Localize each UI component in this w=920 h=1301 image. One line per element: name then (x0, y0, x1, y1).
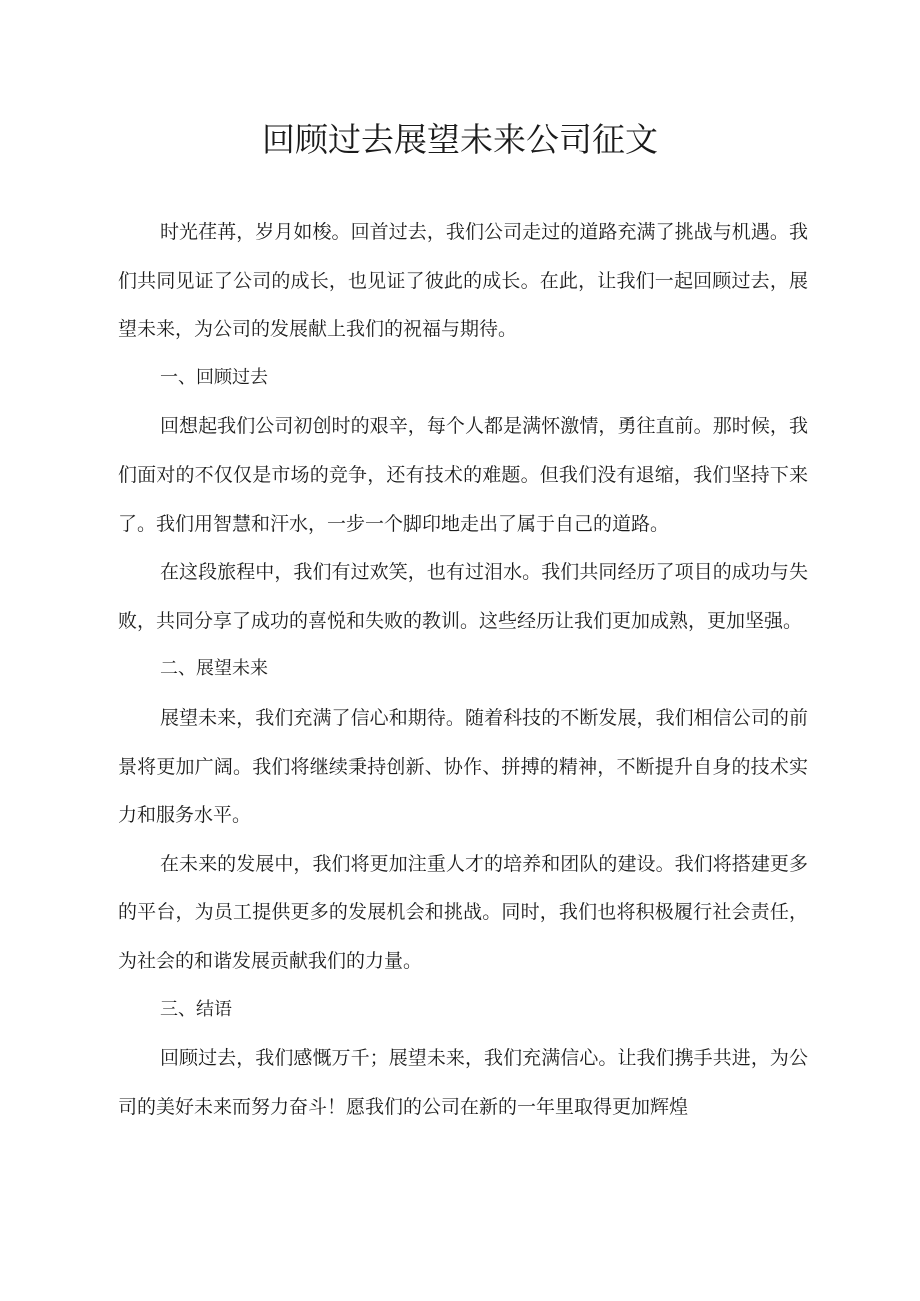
section-heading-conclusion: 三、结语 (160, 998, 232, 1020)
paragraph-outlook-2: 在未来的发展中，我们将更加注重人才的培养和团队的建设。我们将搭建更多的平台，为员工提供更多的发展机会和挑战。同时，我们也将积极履行社会责任，为社会的和谐发展贡献我们的力量。 (118, 852, 808, 972)
paragraph-review-1: 回想起我们公司初创时的艰辛，每个人都是满怀激情，勇往直前。那时候，我们面对的不仅仅是市场的竞争，还有技术的难题。但我们没有退缩，我们坚持下来了。我们用智慧和汗水，一步一个脚印地走出了属于自己的道路。 (118, 415, 808, 535)
paragraph-review-2: 在这段旅程中，我们有过欢笑，也有过泪水。我们共同经历了项目的成功与失败，共同分享了成功的喜悦和失败的教训。这些经历让我们更加成熟，更加坚强。 (118, 561, 808, 632)
paragraph-intro: 时光荏苒，岁月如梭。回首过去，我们公司走过的道路充满了挑战与机遇。我们共同见证了公司的成长，也见证了彼此的成长。在此，让我们一起回顾过去，展望未来，为公司的发展献上我们的祝福与期待。 (118, 221, 808, 341)
section-heading-outlook: 二、展望未来 (160, 658, 268, 680)
document-body (118, 208, 808, 1131)
paragraph-outlook-1: 展望未来，我们充满了信心和期待。随着科技的不断发展，我们相信公司的前景将更加广阔。我们将继续秉持创新、协作、拼搏的精神，不断提升自身的技术实力和服务水平。 (118, 706, 808, 827)
document-title: 回顾过去展望未来公司征文 (262, 120, 658, 159)
section-heading-review: 一、回顾过去 (160, 366, 268, 388)
paragraph-conclusion: 回顾过去，我们感慨万千；展望未来，我们充满信心。让我们携手共进，为公司的美好未来而努力奋斗！愿我们的公司在新的一年里取得更加辉煌 (118, 1047, 808, 1118)
